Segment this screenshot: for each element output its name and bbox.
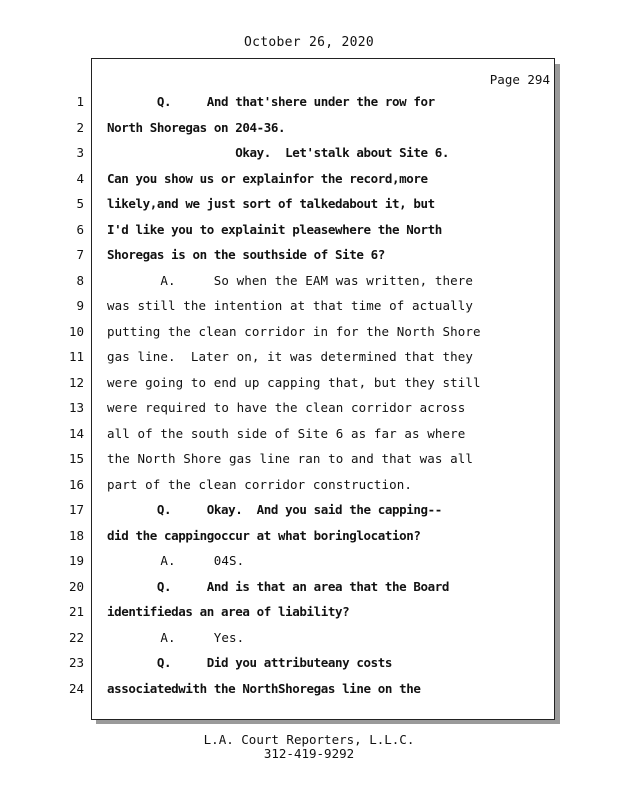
transcript-line-text: A. So when the EAM was written, there (107, 272, 474, 288)
transcript-line-text: Can you show us or explainfor the record,more (107, 170, 428, 186)
line-number: 18 (68, 527, 84, 543)
transcript-line-text: gas line. Later on, it was determined that they (107, 349, 474, 364)
transcript-date: October 26, 2020 (243, 35, 375, 50)
transcript-line-text: were required to have the clean corridor across (107, 400, 466, 415)
transcript-line-text: Shoregas is on the southside of Site 6? (107, 247, 385, 262)
footer (0, 733, 618, 761)
reporter-phone: 312-419-9292 (263, 746, 355, 761)
transcript-line-text: Q. Did you attributeany costs (107, 655, 393, 670)
line-number: 7 (76, 247, 84, 262)
line-number: 11 (68, 349, 84, 364)
transcript-line-text: Okay. Let'stalk about Site 6. (107, 145, 450, 160)
page-number: Page 294 (489, 72, 550, 87)
transcript-line-text: were going to end up capping that, but they still (107, 374, 481, 390)
line-number: 22 (68, 629, 84, 645)
reporter-company: L.A. Court Reporters, L.L.C. (203, 732, 415, 747)
line-number: 5 (76, 196, 84, 211)
transcript-line-text: did the cappingoccur at what boringlocation? (107, 527, 421, 543)
transcript-line-text: putting the clean corridor in for the North Shore (107, 323, 481, 339)
line-number: 13 (68, 400, 84, 415)
transcript-line-text: part of the clean corridor construction. (107, 476, 413, 492)
line-number: 6 (76, 221, 84, 237)
transcript-line-text: was still the intention at that time of actually (107, 298, 474, 313)
line-number: 9 (76, 298, 84, 313)
line-number: 19 (68, 553, 84, 568)
line-number: 10 (68, 323, 84, 339)
line-number: 2 (76, 119, 84, 135)
line-number: 20 (68, 578, 84, 594)
transcript-line-text: North Shoregas on 204-36. (107, 119, 286, 135)
line-number: 15 (68, 451, 84, 466)
transcript-line-text: all of the south side of Site 6 as far as where (107, 425, 466, 441)
transcript-line-text: the North Shore gas line ran to and that was all (107, 451, 474, 466)
line-number: 4 (76, 170, 84, 186)
line-number: 8 (76, 272, 84, 288)
transcript-line-text: A. 04S. (107, 553, 245, 568)
line-number: 3 (76, 145, 84, 160)
line-number: 21 (68, 604, 84, 619)
line-number: 16 (68, 476, 84, 492)
line-number: 12 (68, 374, 84, 390)
line-number: 23 (68, 655, 84, 670)
line-number: 24 (68, 680, 84, 696)
transcript-line-text: Q. And that'shere under the row for (107, 94, 435, 109)
transcript-line-text: identifiedas an area of liability? (107, 604, 350, 619)
transcript-line-text: A. Yes. (107, 629, 245, 645)
line-number: 17 (68, 502, 84, 517)
transcript-line-text: associatedwith the NorthShoregas line on the (107, 680, 421, 696)
transcript-line-text: Q. And is that an area that the Board (107, 578, 450, 594)
transcript-line-text: Q. Okay. And you said the capping-- (107, 502, 442, 517)
line-number: 14 (68, 425, 84, 441)
transcript-line-text: I'd like you to explainit pleasewhere the North (107, 221, 442, 237)
line-number: 1 (76, 94, 84, 109)
transcript-line-text: likely,and we just sort of talkedabout it, but (107, 196, 435, 211)
